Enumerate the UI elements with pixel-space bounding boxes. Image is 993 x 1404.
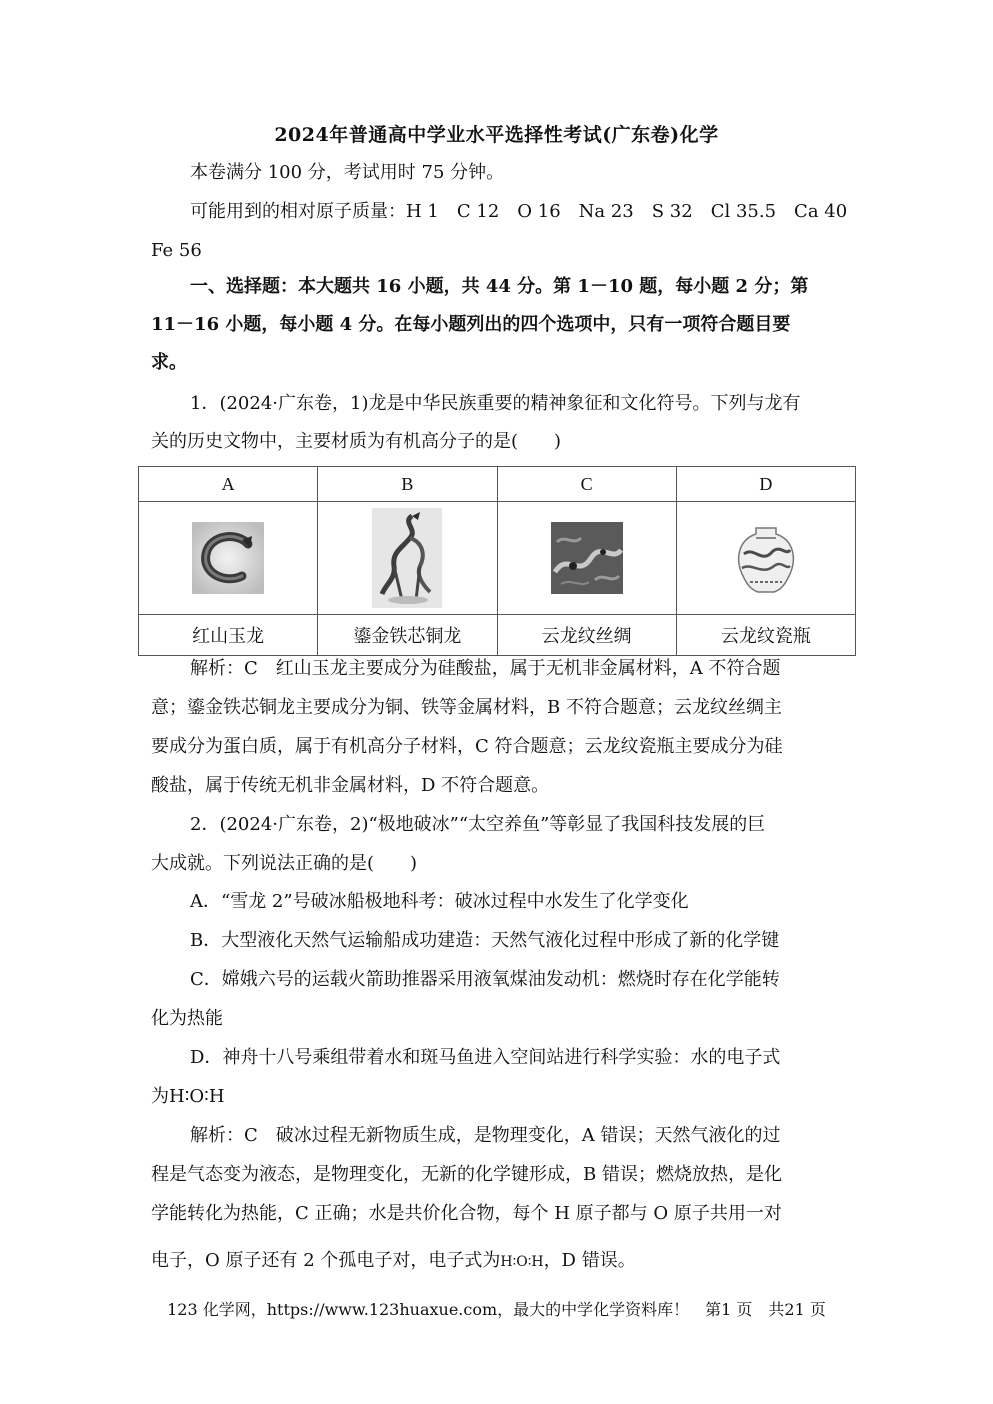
q2-analysis-end: ，D 错误。 bbox=[543, 1250, 636, 1271]
intro-score: 本卷满分 100 分，考试用时 75 分钟。 bbox=[190, 162, 505, 183]
q2-stem: 2．(2024·广东卷，2)“极地破冰”“太空养鱼”等彰显了我国科技发展的巨 bbox=[190, 814, 766, 835]
q2-analysis: 解析：C 破冰过程无新物质生成，是物理变化，A 错误；天然气液化的过 bbox=[190, 1125, 781, 1146]
porcelain-vase-image bbox=[728, 520, 804, 596]
intro-atomic-mass-cont: Fe 56 bbox=[151, 240, 202, 261]
intro-atomic-mass: 可能用到的相对原子质量：H 1 C 12 O 16 Na 23 S 32 Cl 35.5 Ca 40 bbox=[190, 201, 848, 222]
q2-option-c: C．嫦娥六号的运载火箭助推器采用液氧煤油发动机：燃烧时存在化学能转 bbox=[190, 969, 780, 990]
q2-option-a: A．“雪龙 2”号破冰船极地科考：破冰过程中水发生了化学变化 bbox=[190, 891, 689, 912]
q2-option-d: D．神舟十八号乘组带着水和斑马鱼进入空间站进行科学实验：水的电子式 bbox=[190, 1047, 781, 1068]
q2-option-b: B．大型液化天然气运输船成功建造：天然气液化过程中形成了新的化学键 bbox=[190, 930, 780, 951]
q2-analysis-text: 电子，O 原子还有 2 个孤电子对，电子式为 bbox=[151, 1250, 501, 1271]
q1-analysis-cont: 酸盐，属于传统无机非金属材料，D 不符合题意。 bbox=[151, 775, 550, 796]
q1-header-b: B bbox=[318, 467, 497, 502]
water-electron-formula: H∶O∶H bbox=[500, 1254, 544, 1270]
q2-analysis-cont: 学能转化为热能，C 正确；水是共价化合物，每个 H 原子都与 O 原子共用一对 bbox=[151, 1203, 782, 1224]
jade-dragon-image bbox=[192, 522, 264, 594]
q1-header-c: C bbox=[497, 467, 676, 502]
section-heading-cont: 求。 bbox=[151, 352, 187, 373]
gilt-bronze-dragon-image bbox=[372, 508, 442, 608]
q1-analysis: 解析：C 红山玉龙主要成分为硅酸盐，属于无机非金属材料，A 不符合题 bbox=[190, 658, 781, 679]
q1-option-a-name: 红山玉龙 bbox=[139, 615, 318, 656]
q2-analysis-cont: 程是气态变为液态，是物理变化，无新的化学键形成，B 错误；燃烧放热，是化 bbox=[151, 1164, 782, 1185]
q1-analysis-cont: 意；鎏金铁芯铜龙主要成分为铜、铁等金属材料，B 不符合题意；云龙纹丝绸主 bbox=[151, 697, 782, 718]
page-footer: 123 化学网，https://www.123huaxue.com，最大的中学化学资料库！ 第1 页 共21 页 bbox=[167, 1300, 826, 1319]
q2-stem-cont: 大成就。下列说法正确的是( ) bbox=[151, 853, 418, 874]
q1-option-b-name: 鎏金铁芯铜龙 bbox=[318, 615, 497, 656]
q2-option-d-cont: 为H∶O∶H bbox=[151, 1086, 225, 1107]
section-heading-cont: 11－16 小题，每小题 4 分。在每小题列出的四个选项中，只有一项符合题目要 bbox=[151, 314, 791, 335]
page-title: 2024年普通高中学业水平选择性考试(广东卷)化学 bbox=[274, 124, 719, 146]
q1-stem-cont: 关的历史文物中，主要材质为有机高分子的是( ) bbox=[151, 431, 562, 452]
q2-option-c-cont: 化为热能 bbox=[151, 1008, 223, 1029]
silk-cloud-dragon-image bbox=[551, 522, 623, 594]
q1-header-d: D bbox=[676, 467, 855, 502]
q1-header-a: A bbox=[139, 467, 318, 502]
q1-stem: 1．(2024·广东卷，1)龙是中华民族重要的精神象征和文化符号。下列与龙有 bbox=[190, 393, 801, 414]
q1-option-c-name: 云龙纹丝绸 bbox=[497, 615, 676, 656]
q1-options-table bbox=[138, 466, 856, 656]
section-heading: 一、选择题：本大题共 16 小题，共 44 分。第 1－10 题，每小题 2 分；第 bbox=[190, 276, 809, 297]
q1-analysis-cont: 要成分为蛋白质，属于有机高分子材料，C 符合题意；云龙纹瓷瓶主要成分为硅 bbox=[151, 736, 783, 757]
q2-analysis-cont bbox=[151, 1248, 841, 1275]
q1-option-d-name: 云龙纹瓷瓶 bbox=[676, 615, 855, 656]
